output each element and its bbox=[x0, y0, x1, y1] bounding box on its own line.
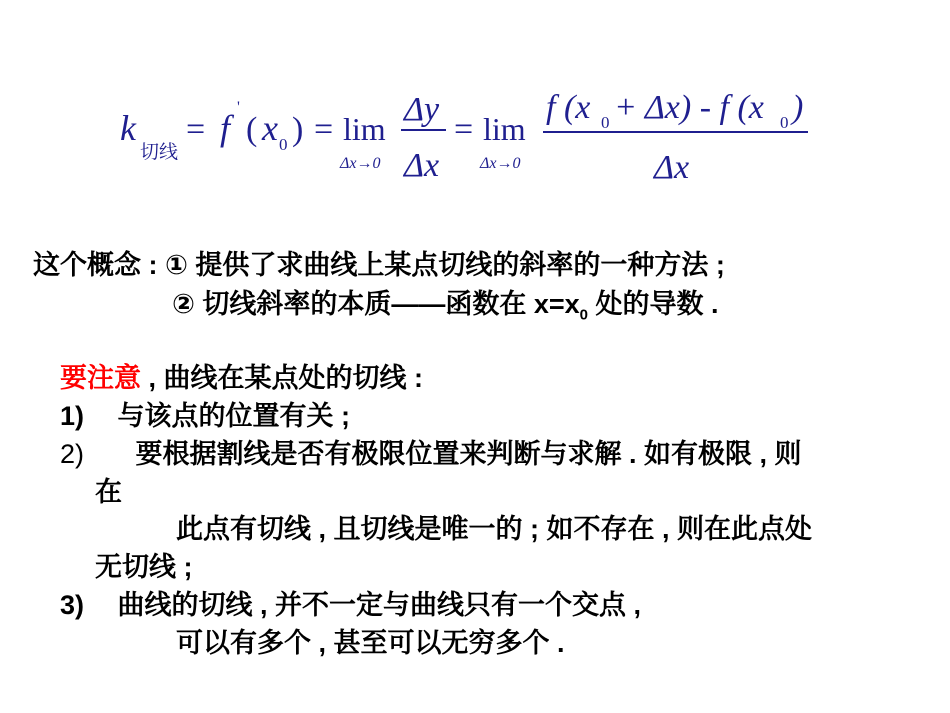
x-symbol: x bbox=[262, 108, 278, 148]
concept-line-1: 这个概念 : ① 提供了求曲线上某点切线的斜率的一种方法 ; bbox=[33, 250, 725, 280]
left-paren: ( bbox=[246, 111, 258, 148]
x-subscript-zero: 0 bbox=[279, 135, 288, 154]
k-subscript: 切线 bbox=[140, 141, 179, 163]
item-3-text: 曲线的切线 , 并不一定与曲线只有一个交点 , bbox=[117, 590, 642, 620]
k-symbol: k bbox=[120, 108, 136, 148]
concept-line-2-subscript: 0 bbox=[579, 306, 589, 324]
concept-line-2-tail: 处的导数 . bbox=[588, 289, 719, 319]
fraction1-denominator: Δx bbox=[404, 147, 440, 184]
note-warning-label: 要注意 bbox=[60, 363, 141, 393]
fraction2-denominator: Δx bbox=[654, 149, 690, 186]
fraction2-numerator-b: + Δx) - f (x bbox=[614, 89, 764, 126]
equals-sign-3: = bbox=[454, 111, 474, 148]
equals-sign-2: = bbox=[314, 111, 334, 148]
numerator-subscript-zero-2: 0 bbox=[780, 113, 789, 132]
item-2-number: 2) bbox=[60, 439, 85, 469]
lim-text-2: lim bbox=[483, 111, 526, 147]
lim-text-1: lim bbox=[343, 111, 386, 147]
prime-mark: ' bbox=[237, 99, 240, 116]
right-paren: ) bbox=[292, 111, 304, 148]
lim-subscript-2: Δx→0 bbox=[480, 155, 521, 172]
tangent-slope-formula bbox=[0, 0, 950, 210]
item-2-line-3: 无切线 ; bbox=[95, 552, 193, 582]
equals-sign-1: = bbox=[186, 111, 206, 148]
item-1-number: 1) bbox=[60, 401, 85, 431]
concept-line-2 bbox=[172, 287, 719, 332]
f-symbol: f bbox=[220, 108, 231, 148]
item-1-text: 与该点的位置有关 ; bbox=[117, 401, 351, 431]
item-2-text: 要根据割线是否有极限位置来判断与求解 . 如有极限 , 则 bbox=[135, 439, 802, 469]
item-3 bbox=[60, 588, 641, 622]
fraction2-numerator-c: ) bbox=[792, 89, 804, 126]
fraction2-numerator-a: f (x bbox=[546, 89, 591, 126]
item-3-number: 3) bbox=[60, 590, 85, 620]
item-3-line-2: 可以有多个 , 甚至可以无穷多个 . bbox=[176, 628, 565, 658]
lim-subscript-1: Δx→0 bbox=[340, 155, 381, 172]
notes-heading bbox=[60, 361, 423, 395]
concept-line-2-text: ② 切线斜率的本质——函数在 x=x bbox=[172, 289, 580, 319]
notes-heading-text: , 曲线在某点处的切线 : bbox=[141, 363, 423, 393]
numerator-subscript-zero-1: 0 bbox=[601, 113, 610, 132]
item-2-line-2: 此点有切线 , 且切线是唯一的 ; 如不存在 , 则在此点处 bbox=[176, 514, 813, 544]
item-1 bbox=[60, 399, 350, 433]
item-2-wrap: 在 bbox=[95, 477, 122, 507]
item-2 bbox=[60, 437, 802, 471]
fraction1-numerator: Δy bbox=[404, 91, 440, 128]
